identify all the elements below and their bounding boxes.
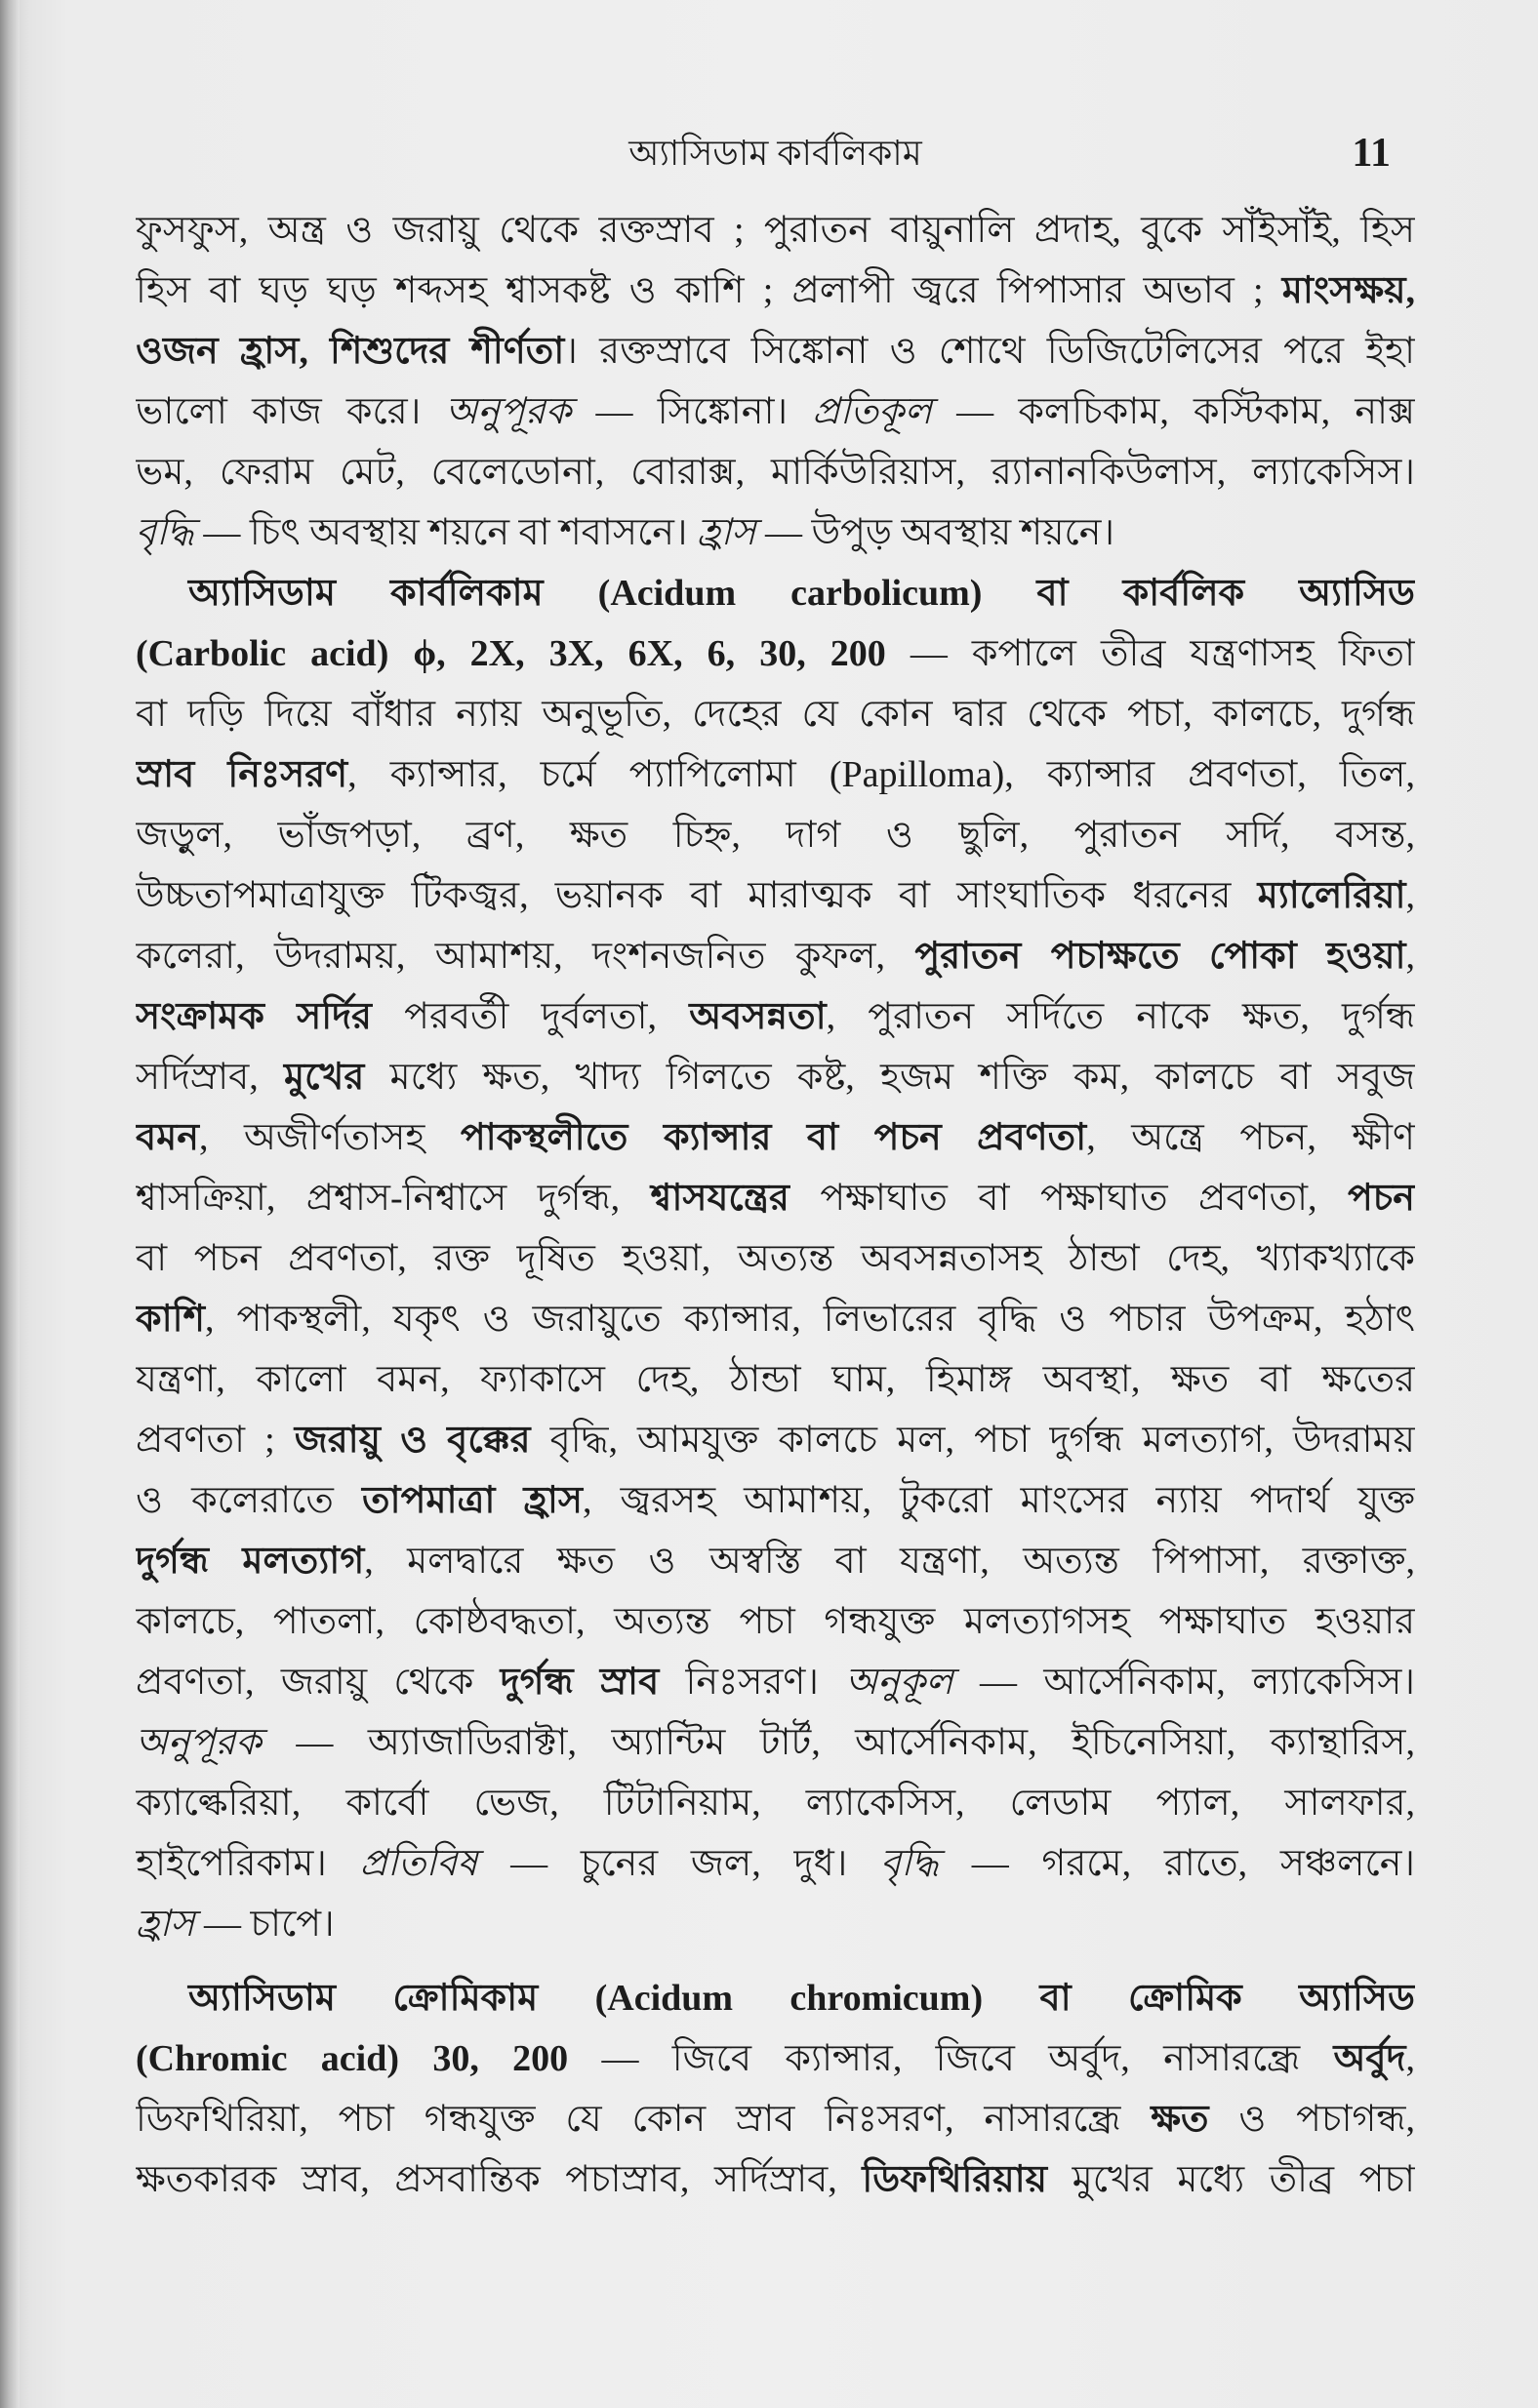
italic-text-run: হ্রাস: [697, 512, 756, 553]
text-line: [136, 684, 1415, 744]
text-run: বৃদ্ধি, আমযুক্ত কালচে মল, পচা দুর্গন্ধ মলত্যাগ, উদরাময়: [530, 1420, 1415, 1461]
bold-text-run: অর্বুদ: [1333, 2038, 1406, 2079]
text-run: — আর্সেনিকাম, ল্যাকেসিস।: [952, 1662, 1415, 1703]
text-line: [136, 1591, 1415, 1652]
text-run: যন্ত্রণা, কালো বমন, ফ্যাকাসে দেহ, ঠান্ডা ঘাম, হিমাঙ্গ অবস্থা, ক্ষত বা ক্ষতের: [136, 1359, 1415, 1400]
italic-text-run: বৃদ্ধি: [880, 1843, 939, 1884]
text-run: — গরমে, রাতে, সঞ্চলনে।: [938, 1843, 1415, 1884]
text-run: , অন্ত্রে পচন, ক্ষীণ: [1086, 1117, 1415, 1158]
text-line: [136, 1773, 1415, 1833]
text-run: ও পচাগন্ধ,: [1208, 2099, 1415, 2140]
bold-text-run: ওজন হ্রাস, শিশুদের শীর্ণতা: [136, 331, 565, 372]
text-line: [136, 381, 1415, 442]
text-line: [136, 1470, 1415, 1531]
binding-shadow: [0, 0, 20, 2408]
bold-text-run: জরায়ু ও বৃক্কের: [294, 1420, 531, 1461]
text-line: [136, 1047, 1415, 1107]
bold-text-run: (Carbolic acid) ϕ, 2X, 3X, 6X, 6, 30, 200: [136, 633, 886, 674]
text-run: ডিফথিরিয়া, পচা গন্ধযুক্ত যে কোন স্রাব নিঃসরণ, নাসারন্ধ্রে: [136, 2099, 1152, 2140]
text-run: ফুসফুস, অন্ত্র ও জরায়ু থেকে রক্তস্রাব ; পুরাতন বায়ুনালি প্রদাহ, বুকে সাঁইসাঁই, হিস: [136, 210, 1415, 251]
text-run: কালচে, পাতলা, কোষ্ঠবদ্ধতা, অত্যন্ত পচা গন্ধযুক্ত মলত্যাগসহ পক্ষাঘাত হওয়ার: [136, 1601, 1415, 1642]
text-line: [136, 200, 1415, 261]
text-run: — চাপে।: [194, 1904, 335, 1945]
text-run: কলেরা, উদরাময়, আমাশয়, দংশনজনিত কুফল,: [136, 936, 915, 977]
text-run: বা পচন প্রবণতা, রক্ত দূষিত হওয়া, অত্যন্ত অবসন্নতাসহ ঠান্ডা দেহ, খ্যাকখ্যাকে: [136, 1238, 1415, 1279]
text-line: [136, 502, 1415, 563]
text-line: [136, 2089, 1415, 2149]
text-line: [136, 926, 1415, 986]
bold-text-run: মুখের: [284, 1057, 365, 1098]
text-run: মধ্যে ক্ষত, খাদ্য গিলতে কষ্ট, হজম শক্তি কম, কালচে বা সবুজ: [364, 1057, 1415, 1098]
text-run: প্রবণতা ;: [136, 1420, 295, 1461]
bold-text-run: সংক্রামক সর্দির: [136, 996, 372, 1037]
paragraph: [136, 563, 1415, 1954]
text-run: ভম, ফেরাম মেট, বেলেডোনা, বোরাক্স, মার্কিউরিয়াস, র‍্যানানকিউলাস, ল্যাকেসিস।: [136, 452, 1415, 493]
body-text: [136, 200, 1415, 2210]
text-run: হিস বা ঘড় ঘড় শব্দসহ শ্বাসকষ্ট ও কাশি ; প্রলাপী জ্বরে পিপাসার অভাব ;: [136, 270, 1282, 311]
bold-text-run: স্রাব নিঃসরণ: [136, 754, 348, 795]
text-run: পক্ষাঘাত বা পক্ষাঘাত প্রবণতা,: [789, 1178, 1348, 1219]
italic-text-run: প্রতিকূল: [812, 391, 932, 432]
bold-text-run: অবসন্নতা: [689, 996, 827, 1037]
text-line: [136, 744, 1415, 805]
bold-text-run: ক্ষত: [1151, 2099, 1209, 2140]
text-run: — উপুড় অবস্থায় শয়নে।: [755, 512, 1115, 553]
bold-text-run: দুর্গন্ধ মলত্যাগ: [136, 1541, 365, 1582]
text-run: ,: [1405, 2038, 1415, 2079]
bold-text-run: পাকস্থলীতে ক্যান্সার বা পচন প্রবণতা: [460, 1117, 1087, 1158]
text-line: [136, 805, 1415, 865]
text-run: , পুরাতন সর্দিতে নাকে ক্ষত, দুর্গন্ধ: [826, 996, 1415, 1037]
text-run: — অ্যাজাডিরাক্টা, অ্যান্টিম টার্ট, আর্সেনিকাম, ইচিনেসিয়া, ক্যান্থারিস,: [261, 1722, 1415, 1763]
italic-text-run: অনুকূল: [845, 1662, 953, 1703]
text-line: [136, 2028, 1415, 2089]
text-run: — জিবে ক্যান্সার, জিবে অর্বুদ, নাসারন্ধ্রে: [568, 2038, 1334, 2079]
text-line: [136, 1228, 1415, 1289]
text-run: নিঃসরণ।: [659, 1662, 846, 1703]
italic-text-run: প্রতিবিষ: [359, 1843, 478, 1884]
bold-text-run: পচন: [1348, 1178, 1415, 1219]
bold-text-run: অ্যাসিডাম ক্রোমিকাম (Acidum chromicum) বা ক্রোমিক অ্যাসিড: [188, 1978, 1415, 2019]
page-number: 11: [1352, 131, 1391, 176]
text-run: — সিঙ্কোনা।: [571, 391, 813, 432]
bold-text-run: ম্যালেরিয়া: [1257, 875, 1406, 916]
text-line: [136, 2149, 1415, 2210]
text-run: — চিৎ অবস্থায় শয়নে বা শবাসনে।: [193, 512, 697, 553]
text-line: [136, 986, 1415, 1047]
text-line: [136, 321, 1415, 381]
text-line: [136, 1410, 1415, 1470]
text-run: , জ্বরসহ আমাশয়, টুকরো মাংসের ন্যায় পদার্থ যুক্ত: [583, 1480, 1415, 1521]
bold-text-run: পুরাতন পচাক্ষতে পোকা হওয়া: [914, 936, 1406, 977]
text-run: — কপালে তীব্র যন্ত্রণাসহ ফিতা: [885, 633, 1415, 674]
bold-text-run: তাপমাত্রা হ্রাস: [362, 1480, 583, 1521]
text-run: শ্বাসক্রিয়া, প্রশ্বাস-নিশ্বাসে দুর্গন্ধ,: [136, 1178, 651, 1219]
bold-text-run: ডিফথিরিয়ায়: [862, 2159, 1048, 2200]
paragraph: [136, 1968, 1415, 2210]
text-line: [136, 1289, 1415, 1349]
italic-text-run: হ্রাস: [136, 1904, 195, 1945]
text-run: ভালো কাজ করে।: [136, 391, 446, 432]
text-line: [136, 865, 1415, 926]
bold-text-run: শ্বাসযন্ত্রের: [650, 1178, 789, 1219]
text-line: [136, 1833, 1415, 1894]
text-run: জড়ুল, ভাঁজপড়া, ব্রণ, ক্ষত চিহ্ন, দাগ ও ছুলি, পুরাতন সর্দি, বসন্ত,: [136, 815, 1415, 856]
text-run: — কলচিকাম, কস্টিকাম, নাক্স: [931, 391, 1415, 432]
text-run: । রক্তস্রাবে সিঙ্কোনা ও শোথে ডিজিটেলিসের পরে ইহা: [564, 331, 1415, 372]
bold-text-run: মাংসক্ষয়,: [1281, 270, 1415, 311]
running-header-title: অ্যাসিডাম কার্বলিকাম: [628, 134, 922, 173]
italic-text-run: অনুপূরক: [136, 1722, 262, 1763]
text-line: [136, 442, 1415, 502]
bold-text-run: (Chromic acid) 30, 200: [136, 2038, 569, 2079]
text-run: হাইপেরিকাম।: [136, 1843, 360, 1884]
text-run: , ক্যান্সার, চর্মে প্যাপিলোমা (Papilloma), ক্যান্সার প্রবণতা, তিল,: [347, 754, 1415, 795]
text-line: [136, 1107, 1415, 1168]
italic-text-run: বৃদ্ধি: [136, 512, 194, 553]
text-run: ক্ষতকারক স্রাব, প্রসবান্তিক পচাস্রাব, সর্দিস্রাব,: [136, 2159, 863, 2200]
text-run: , অজীর্ণতাসহ: [198, 1117, 461, 1158]
text-run: প্রবণতা, জরায়ু থেকে: [136, 1662, 501, 1703]
bold-text-run: দুর্গন্ধ স্রাব: [500, 1662, 660, 1703]
text-line: [136, 1531, 1415, 1591]
running-header: [136, 122, 1415, 184]
text-run: পরবর্তী দুর্বলতা,: [371, 996, 690, 1037]
bold-text-run: বমন: [136, 1117, 199, 1158]
text-line: [136, 1968, 1415, 2028]
text-run: মুখের মধ্যে তীব্র পচা: [1047, 2159, 1415, 2200]
bold-text-run: অ্যাসিডাম কার্বলিকাম (Acidum carbolicum) বা কার্বলিক অ্যাসিড: [188, 573, 1415, 614]
text-run: , মলদ্বারে ক্ষত ও অস্বস্তি বা যন্ত্রণা, অত্যন্ত পিপাসা, রক্তাক্ত,: [364, 1541, 1415, 1582]
text-run: সর্দিস্রাব,: [136, 1057, 285, 1098]
text-run: , পাকস্থলী, যকৃৎ ও জরায়ুতে ক্যান্সার, লিভারের বৃদ্ধি ও পচার উপক্রম, হঠাৎ: [204, 1299, 1415, 1340]
text-line: [136, 1712, 1415, 1773]
bold-text-run: কাশি: [136, 1299, 205, 1340]
paragraph: [136, 200, 1415, 563]
text-run: — চুনের জল, দুধ।: [477, 1843, 881, 1884]
text-run: ক্যাল্কেরিয়া, কার্বো ভেজ, টিটানিয়াম, ল্যাকেসিস, লেডাম প্যাল, সালফার,: [136, 1783, 1415, 1824]
text-line: [136, 261, 1415, 321]
italic-text-run: অনুপূরক: [445, 391, 572, 432]
text-run: বা দড়ি দিয়ে বাঁধার ন্যায় অনুভূতি, দেহের যে কোন দ্বার থেকে পচা, কালচে, দুর্গন্ধ: [136, 694, 1415, 735]
text-run: উচ্চতাপমাত্রাযুক্ত টিকজ্বর, ভয়ানক বা মারাত্মক বা সাংঘাতিক ধরনের: [136, 875, 1258, 916]
text-line: [136, 623, 1415, 684]
text-line: [136, 563, 1415, 623]
text-line: [136, 1168, 1415, 1228]
text-line: [136, 1349, 1415, 1410]
text-run: ও কলেরাতে: [136, 1480, 363, 1521]
text-line: [136, 1652, 1415, 1712]
text-run: ,: [1405, 875, 1415, 916]
text-run: ,: [1405, 936, 1415, 977]
text-line: [136, 1894, 1415, 1954]
